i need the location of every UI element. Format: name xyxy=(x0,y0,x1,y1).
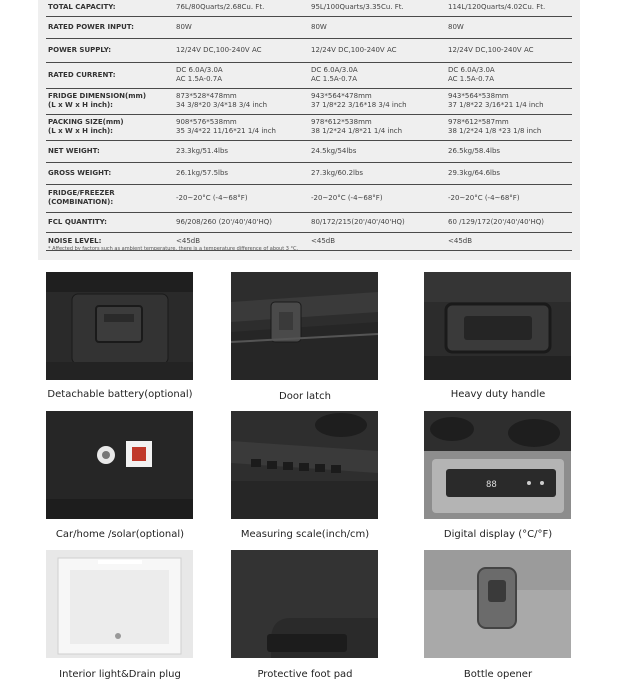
spec-row xyxy=(46,88,572,114)
spec-value-line: -20~20°C (-4~68°F) xyxy=(448,193,520,202)
spec-value-line: 12/24V DC,100-240V AC xyxy=(311,45,397,54)
spec-value-line: <45dB xyxy=(448,236,473,245)
spec-value xyxy=(311,62,448,88)
spec-value-line: 96/208/260 (20'/40'/40'HQ) xyxy=(176,217,273,226)
spec-value xyxy=(448,232,572,250)
feature-caption: Heavy duty handle xyxy=(450,389,546,400)
spec-value-line: AC 1.5A-0.7A xyxy=(311,75,357,83)
spec-value-line: 38 1/2*24 1/8 *23 1/8 inch xyxy=(448,127,542,135)
spec-value-line: 873*528*478mm xyxy=(176,92,237,100)
spec-label-line: RATED POWER INPUT: xyxy=(48,22,134,31)
spec-value-line: DC 6.0A/3.0A xyxy=(311,66,358,74)
spec-value-line: 978*612*587mm xyxy=(448,118,509,126)
spec-value xyxy=(448,0,572,16)
spec-value-line: AC 1.5A-0.7A xyxy=(176,75,222,83)
spec-value-line: <45dB xyxy=(311,236,336,245)
spec-row xyxy=(46,16,572,38)
spec-value-line: 27.3kg/60.2lbs xyxy=(311,168,364,177)
spec-value-line: DC 6.0A/3.0A xyxy=(176,66,223,74)
spec-value-line: 35 3/4*22 11/16*21 1/4 inch xyxy=(176,127,276,135)
spec-value xyxy=(448,140,572,162)
battery-icon xyxy=(46,272,193,380)
foot-pad-icon xyxy=(231,550,378,658)
spec-value xyxy=(448,88,572,114)
spec-label-line: GROSS WEIGHT: xyxy=(48,168,112,177)
spec-value-line: <45dB xyxy=(176,236,201,245)
spec-label-line: TOTAL CAPACITY: xyxy=(48,3,116,12)
spec-value xyxy=(311,140,448,162)
spec-value-line: 978*612*538mm xyxy=(311,118,372,126)
spec-label xyxy=(46,162,176,184)
spec-value-line: 24.5kg/54lbs xyxy=(311,146,357,155)
spec-value xyxy=(311,162,448,184)
spec-value-line: 38 1/2*24 1/8*21 1/4 inch xyxy=(311,127,403,135)
spec-label-line: NOISE LEVEL: xyxy=(48,236,102,245)
spec-label-line: NET WEIGHT: xyxy=(48,146,100,155)
spec-label-line: POWER SUPPLY: xyxy=(48,45,112,54)
spec-value xyxy=(176,162,311,184)
spec-value xyxy=(176,62,311,88)
feature-caption: Detachable battery(optional) xyxy=(47,389,193,400)
spec-value xyxy=(176,140,311,162)
feature-photo-socket xyxy=(46,411,193,519)
spec-value-line: 80W xyxy=(311,22,327,31)
handle-icon xyxy=(424,272,571,380)
spec-row xyxy=(46,38,572,62)
spec-value-line: 76L/80Quarts/2.68Cu. Ft. xyxy=(176,3,265,12)
spec-value-line: 80/172/215(20'/40'/40'HQ) xyxy=(311,217,405,226)
spec-label-line: FRIDGE/FREEZER xyxy=(48,189,115,197)
spec-label xyxy=(46,114,176,140)
spec-label xyxy=(46,38,176,62)
spec-value xyxy=(311,184,448,212)
spec-value xyxy=(311,16,448,38)
spec-value xyxy=(311,38,448,62)
spec-value xyxy=(448,16,572,38)
spec-row xyxy=(46,0,572,16)
spec-value-line: 943*564*478mm xyxy=(311,92,372,100)
spec-label xyxy=(46,0,176,16)
spec-value xyxy=(176,184,311,212)
spec-label-line: FCL QUANTITY: xyxy=(48,217,107,226)
spec-value xyxy=(176,38,311,62)
feature-caption: Digital display (°C/°F) xyxy=(443,529,553,540)
spec-label-line: (L x W x H inch): xyxy=(48,127,113,135)
display-icon xyxy=(424,411,571,519)
feature-photo-interior xyxy=(46,550,193,658)
feature-caption: Interior light&Drain plug xyxy=(59,669,181,680)
spec-row xyxy=(46,212,572,232)
spec-value xyxy=(448,38,572,62)
spec-row xyxy=(46,140,572,162)
feature-photo-display xyxy=(424,411,571,519)
spec-value xyxy=(311,212,448,232)
spec-label xyxy=(46,16,176,38)
spec-value-line: 908*576*538mm xyxy=(176,118,237,126)
spec-panel xyxy=(38,0,580,260)
spec-label-line: PACKING SIZE(mm) xyxy=(48,118,124,126)
feature-caption: Door latch xyxy=(279,391,331,402)
spec-value-line: 12/24V DC,100-240V AC xyxy=(448,45,534,54)
spec-value xyxy=(448,114,572,140)
spec-value xyxy=(176,16,311,38)
feature-photo-battery xyxy=(46,272,193,380)
ruler-icon xyxy=(231,411,378,519)
spec-value-line: AC 1.5A-0.7A xyxy=(448,75,494,83)
spec-value xyxy=(176,114,311,140)
spec-value-line: 80W xyxy=(448,22,464,31)
spec-label-line: RATED CURRENT: xyxy=(48,70,116,79)
light-icon xyxy=(46,550,193,658)
spec-value xyxy=(311,0,448,16)
spec-label-line: FRIDGE DIMENSION(mm) xyxy=(48,92,147,100)
spec-value-line: 29.3kg/64.6lbs xyxy=(448,168,501,177)
feature-photo-footpad xyxy=(231,550,378,658)
spec-value-line: 34 3/8*20 3/4*18 3/4 inch xyxy=(176,101,268,109)
spec-label xyxy=(46,88,176,114)
spec-value-line: -20~20°C (-4~68°F) xyxy=(176,193,248,202)
feature-caption: Bottle opener xyxy=(463,669,533,680)
spec-value-line: -20~20°C (-4~68°F) xyxy=(311,193,383,202)
spec-label-line: (COMBINATION): xyxy=(48,198,114,206)
spec-value xyxy=(448,162,572,184)
spec-value-line: 943*564*538mm xyxy=(448,92,509,100)
spec-table xyxy=(46,0,572,251)
feature-photo-opener xyxy=(424,550,571,658)
spec-value xyxy=(311,232,448,250)
spec-value-line: 37 1/8*22 3/16*18 3/4 inch xyxy=(311,101,407,109)
spec-value-line: 60 /129/172(20'/40'/40'HQ) xyxy=(448,217,545,226)
spec-value-line: 95L/100Quarts/3.35Cu. Ft. xyxy=(311,3,404,12)
feature-photo-latch xyxy=(231,272,378,380)
feature-caption: Measuring scale(inch/cm) xyxy=(240,529,370,540)
spec-row xyxy=(46,62,572,88)
feature-photo-scale xyxy=(231,411,378,519)
spec-value xyxy=(311,114,448,140)
spec-value xyxy=(448,62,572,88)
spec-value xyxy=(176,0,311,16)
spec-value-line: 114L/120Quarts/4.02Cu. Ft. xyxy=(448,3,546,12)
spec-label xyxy=(46,140,176,162)
spec-value-line: 37 1/8*22 3/16*21 1/4 inch xyxy=(448,101,544,109)
spec-value-line: 26.5kg/58.4lbs xyxy=(448,146,501,155)
spec-value xyxy=(311,88,448,114)
spec-label xyxy=(46,184,176,212)
spec-row xyxy=(46,162,572,184)
spec-label-line: (L x W x H inch): xyxy=(48,101,113,109)
power-socket-icon xyxy=(46,411,193,519)
latch-icon xyxy=(231,272,378,380)
feature-caption: Car/home /solar(optional) xyxy=(55,529,185,540)
spec-row xyxy=(46,184,572,212)
spec-value-line: 23.3kg/51.4lbs xyxy=(176,146,229,155)
spec-label xyxy=(46,62,176,88)
spec-footnote: * Affected by factors such as ambient temperature, there is a temperature difference of about 3 °C. xyxy=(48,246,299,252)
spec-value-line: 12/24V DC,100-240V AC xyxy=(176,45,262,54)
spec-value-line: 80W xyxy=(176,22,192,31)
svg-text:88: 88 xyxy=(486,480,497,490)
spec-value xyxy=(448,212,572,232)
spec-value-line: DC 6.0A/3.0A xyxy=(448,66,495,74)
spec-value-line: 26.1kg/57.5lbs xyxy=(176,168,229,177)
spec-value xyxy=(448,184,572,212)
feature-caption: Protective foot pad xyxy=(257,669,353,680)
spec-value xyxy=(176,212,311,232)
feature-photo-handle xyxy=(424,272,571,380)
spec-label xyxy=(46,212,176,232)
spec-row xyxy=(46,114,572,140)
spec-value xyxy=(176,88,311,114)
bottle-opener-icon xyxy=(424,550,571,658)
